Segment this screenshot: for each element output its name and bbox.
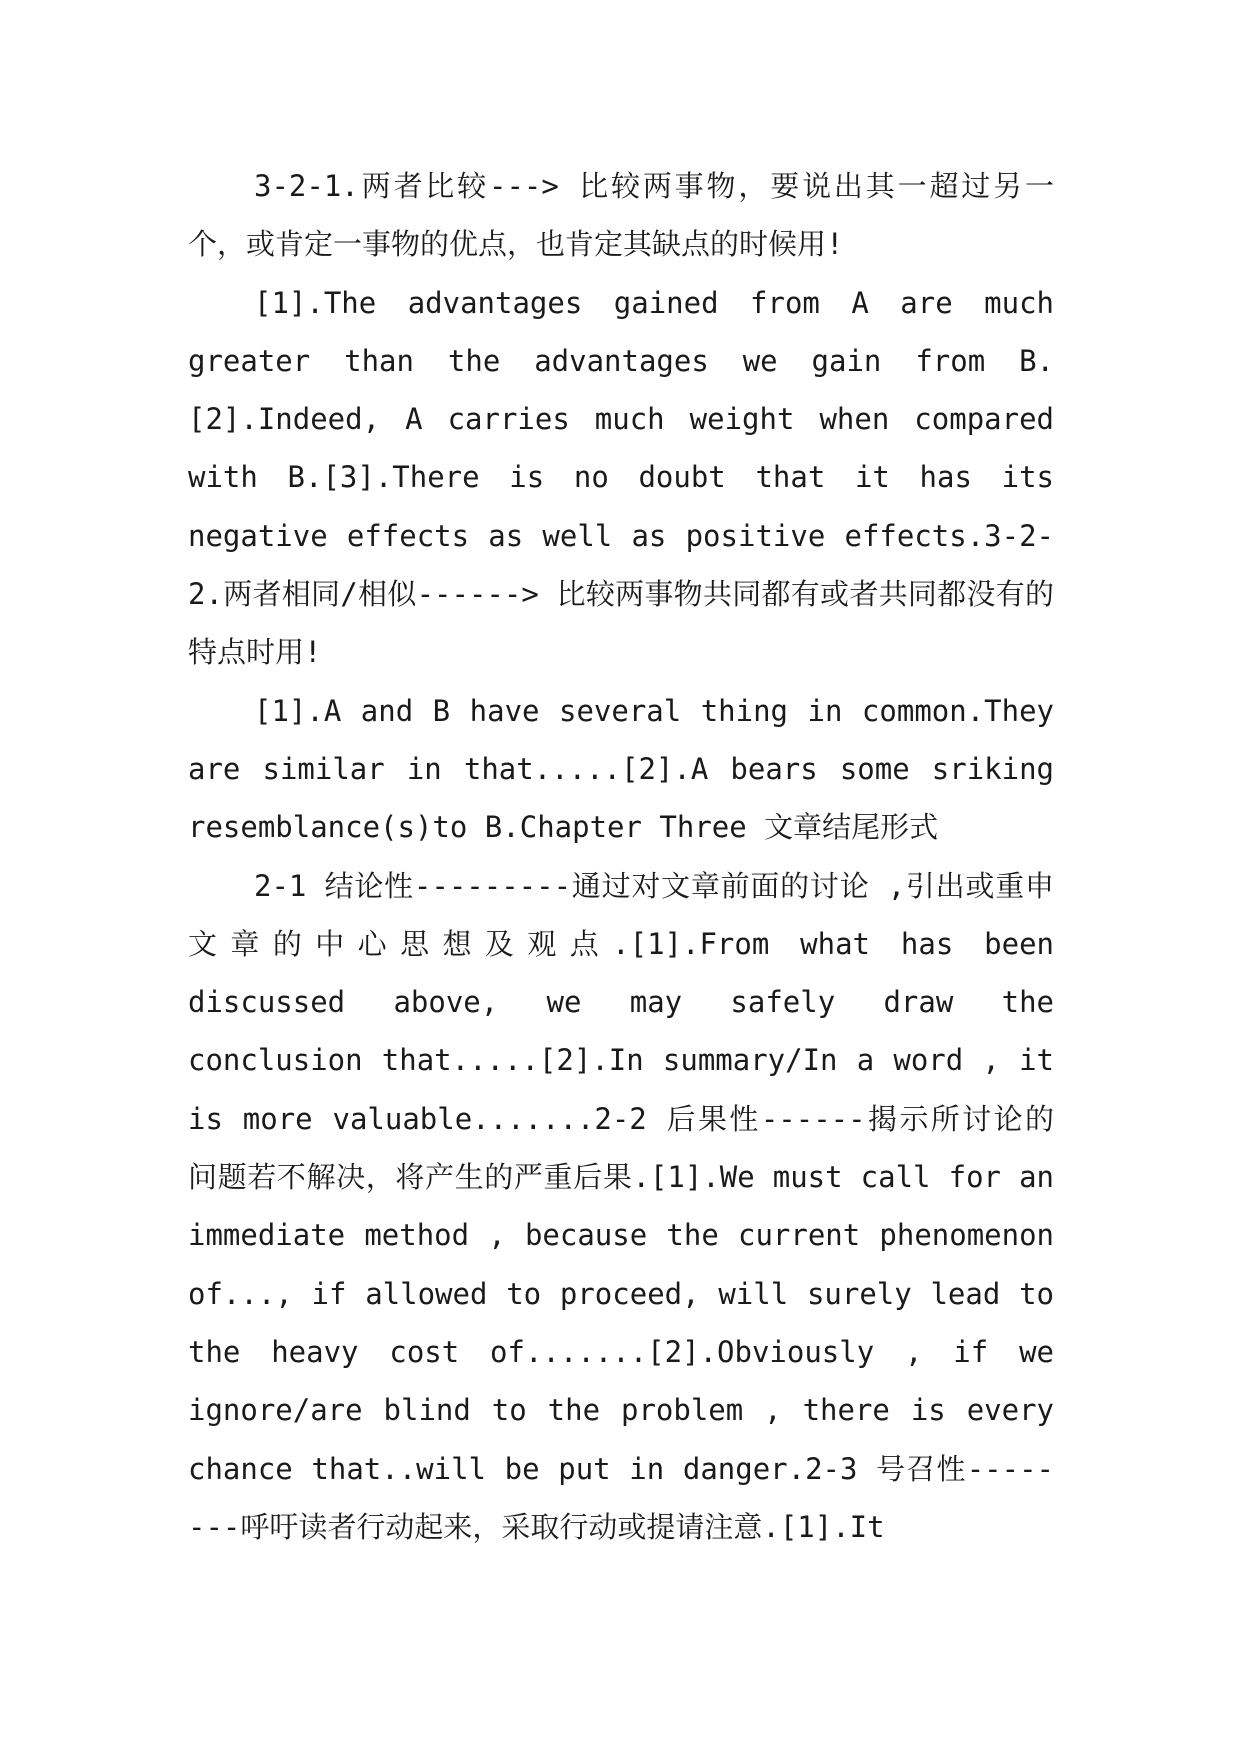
paragraph-comparison-superiority: 3-2-1.两者比较---> 比较两事物，要说出其一超过另一个，或肯定一事物的优点，也肯定其缺点的时候用!: [188, 169, 1054, 262]
paragraph-conclusion-forms: 2-1 结论性---------通过对文章前面的讨论 ,引出或重申文章的中心思想及观点.[1].From what has been discussed above, we may safely draw the conclusion that.....[2].In summary/In a word , it is more valuable.......2-2 后果性------揭示所讨论的问题若不解决，将产生的严重后果.[1].We must call for an immediate method , because the current phenomenon of..., if allowed to proceed, will surely lead to the heavy cost of.......[2].Obviously , if we ignore/are blind to the problem , there is every chance that..will be put in danger.2-3 号召性--------呼吁读者行动起来，采取行动或提请注意.[1].It: [188, 868, 1054, 1544]
document-body: [188, 157, 1054, 1556]
paragraph-comparison-examples: [1].The advantages gained from A are much greater than the advantages we gain from B.[2].Indeed, A carries much weight when compared with B.[3].There is no doubt that it has its negative effects as well as positive effects.3-2-2.两者相同/相似------> 比较两事物共同都有或者共同都没有的特点时用!: [188, 285, 1054, 670]
paragraph-similarity-examples: [1].A and B have several thing in common.They are similar in that.....[2].A bears some sriking resemblance(s)to B.Chapter Three 文章结尾形式: [188, 693, 1054, 845]
